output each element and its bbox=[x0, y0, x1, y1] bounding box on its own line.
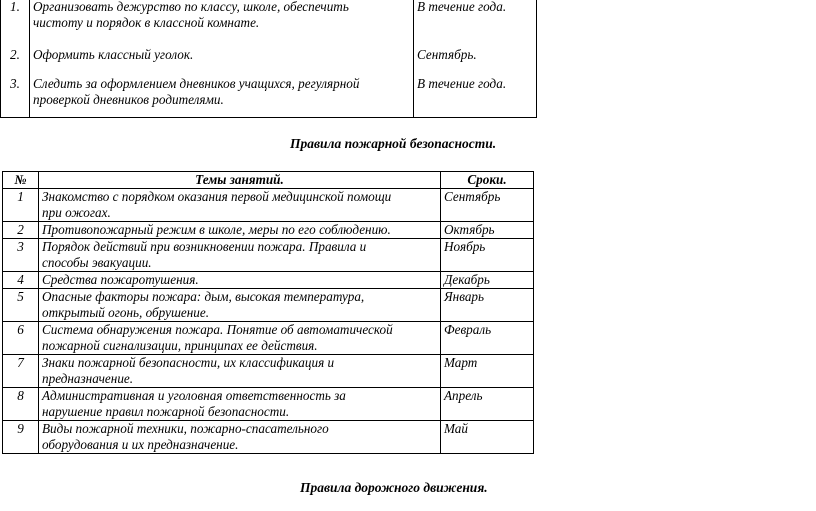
table-header-row bbox=[3, 172, 534, 189]
row-date: Декабрь bbox=[441, 272, 534, 289]
row-numbers-cell bbox=[1, 0, 30, 118]
row-texts-cell bbox=[30, 0, 414, 118]
row-topic bbox=[39, 222, 441, 239]
row-text-line: Виды пожарной техники, пожарно-спасательного bbox=[42, 421, 329, 436]
row-topic bbox=[39, 421, 441, 454]
row-number: 1 bbox=[3, 189, 39, 222]
row-number: 9 bbox=[3, 421, 39, 454]
fire-safety-table bbox=[2, 171, 534, 454]
table-row bbox=[3, 222, 534, 239]
row-topic bbox=[39, 272, 441, 289]
row-text-line: Оформить классный уголок. bbox=[33, 47, 194, 62]
row-text-line: Организовать дежурство по классу, школе, обеспечить bbox=[33, 0, 349, 14]
table-row bbox=[3, 272, 534, 289]
row-topic bbox=[39, 322, 441, 355]
row-number: 5 bbox=[3, 289, 39, 322]
row-number: 4 bbox=[3, 272, 39, 289]
row-date: В течение года. bbox=[417, 0, 507, 14]
row-number: 6 bbox=[3, 322, 39, 355]
row-number: 2 bbox=[3, 222, 39, 239]
header-topic: Темы занятий. bbox=[39, 172, 441, 189]
row-text-line: способы эвакуации. bbox=[42, 255, 152, 270]
row-date: В течение года. bbox=[417, 76, 507, 91]
row-topic bbox=[39, 239, 441, 272]
row-date: Ноябрь bbox=[441, 239, 534, 272]
row-topic bbox=[39, 388, 441, 421]
row-text-line: оборудования и их предназначение. bbox=[42, 437, 239, 452]
row-text-line: Следить за оформлением дневников учащихся, регулярной bbox=[33, 76, 360, 91]
row-dates-cell bbox=[414, 0, 537, 118]
row-text-line: Знакомство с порядком оказания первой медицинской помощи bbox=[42, 189, 392, 204]
row-number: 3 bbox=[3, 239, 39, 272]
row-date: Сентябрь. bbox=[417, 47, 477, 62]
row-text-line: Противопожарный режим в школе, меры по его соблюдению. bbox=[42, 222, 391, 237]
row-text-line: предназначение. bbox=[42, 371, 134, 386]
table-row bbox=[3, 322, 534, 355]
row-date: Май bbox=[441, 421, 534, 454]
row-date: Сентябрь bbox=[441, 189, 534, 222]
row-text-line: Административная и уголовная ответственность за bbox=[42, 388, 346, 403]
row-text-line: Система обнаружения пожара. Понятие об автоматической bbox=[42, 322, 393, 337]
row-date: Февраль bbox=[441, 322, 534, 355]
row-date: Март bbox=[441, 355, 534, 388]
table-row bbox=[3, 289, 534, 322]
fire-safety-title: Правила пожарной безопасности. bbox=[290, 136, 497, 151]
duty-table bbox=[0, 0, 537, 118]
table-row bbox=[3, 388, 534, 421]
row-number: 3. bbox=[10, 76, 20, 91]
row-date: Январь bbox=[441, 289, 534, 322]
table-row bbox=[1, 0, 537, 118]
row-number: 2. bbox=[10, 47, 20, 62]
row-topic bbox=[39, 189, 441, 222]
header-num: № bbox=[3, 172, 39, 189]
row-number: 8 bbox=[3, 388, 39, 421]
row-text-line: при ожогах. bbox=[42, 205, 111, 220]
row-number: 1. bbox=[10, 0, 20, 14]
table-row bbox=[3, 421, 534, 454]
row-topic bbox=[39, 289, 441, 322]
row-text-line: Знаки пожарной безопасности, их классификация и bbox=[42, 355, 335, 370]
row-date: Октябрь bbox=[441, 222, 534, 239]
traffic-rules-title: Правила дорожного движения. bbox=[300, 480, 488, 495]
row-text-line: Средства пожаротушения. bbox=[42, 272, 199, 287]
row-text-line: проверкой дневников родителями. bbox=[33, 92, 224, 107]
row-number: 7 bbox=[3, 355, 39, 388]
table-row bbox=[3, 239, 534, 272]
row-text-line: открытый огонь, обрушение. bbox=[42, 305, 210, 320]
table-row bbox=[3, 189, 534, 222]
table-row bbox=[3, 355, 534, 388]
row-text-line: Опасные факторы пожара: дым, высокая температура, bbox=[42, 289, 365, 304]
row-text-line: нарушение правил пожарной безопасности. bbox=[42, 404, 290, 419]
row-text-line: чистоту и порядок в классной комнате. bbox=[33, 15, 260, 30]
row-text-line: Порядок действий при возникновении пожара. Правила и bbox=[42, 239, 367, 254]
header-date: Сроки. bbox=[441, 172, 534, 189]
row-topic bbox=[39, 355, 441, 388]
row-text-line: пожарной сигнализации, принципах ее действия. bbox=[42, 338, 318, 353]
row-date: Апрель bbox=[441, 388, 534, 421]
